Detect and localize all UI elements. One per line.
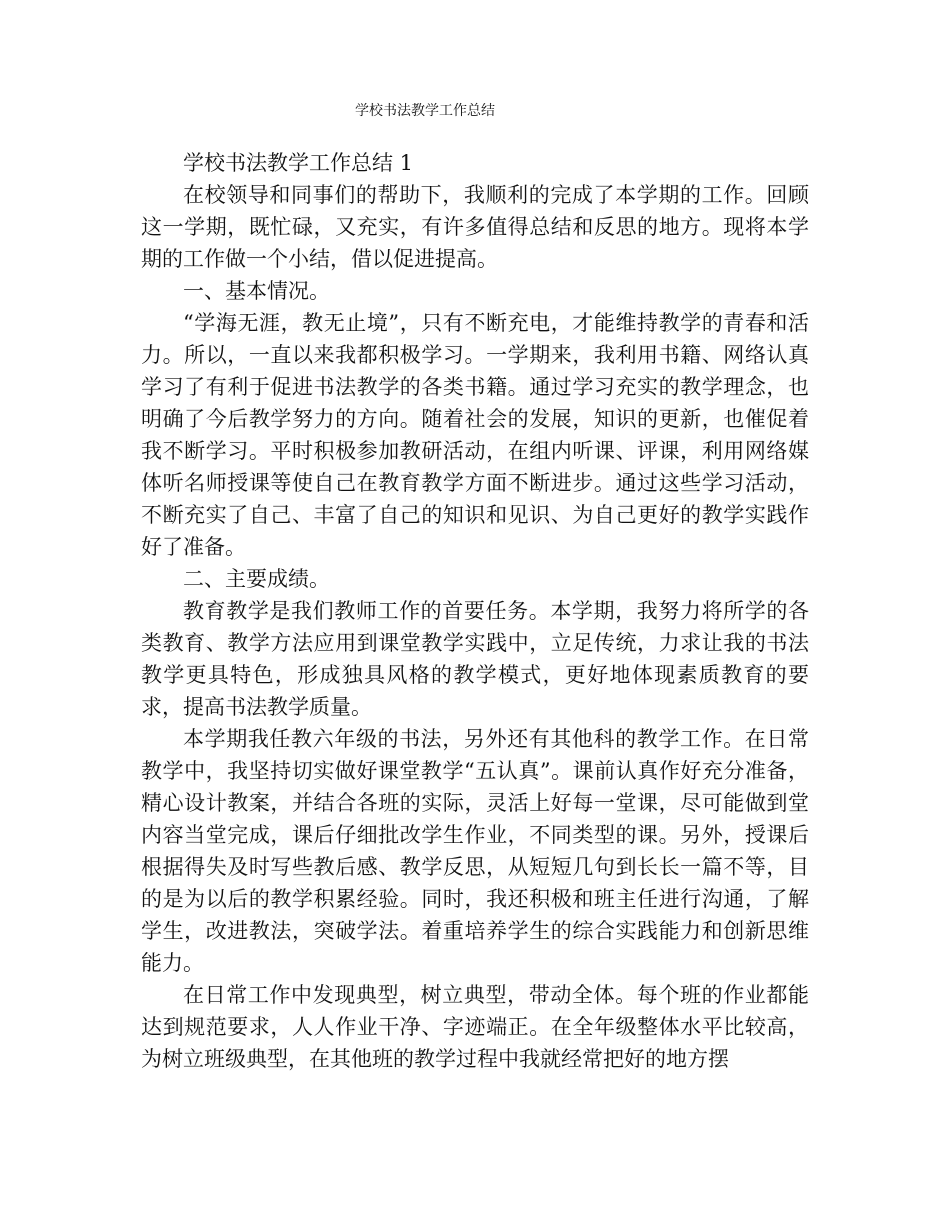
paragraph-daily-teaching: 本学期我任教六年级的书法，另外还有其他科的教学工作。在日常教学中，我坚持切实做好课堂教学“五认真”。课前认真作好充分准备，精心设计教案，并结合各班的实际，灵活上好每一堂课，尽可能做到堂内容当堂完成，课后仔细批改学生作业，不同类型的课。另外，授课后根据得失及时写些教后感、教学反思，从短短几句到长长一篇不等，目的是为以后的教学积累经验。同时，我还积极和班主任进行沟通，了解学生，改进教法，突破学法。着重培养学生的综合实践能力和创新思维能力。 xyxy=(141,727,809,975)
heading-basic-situation: 一、基本情况。 xyxy=(183,279,330,303)
paragraph-learning: “学海无涯，教无止境”，只有不断充电，才能维持教学的青春和活力。所以，一直以来我都积极学习。一学期来，我利用书籍、网络认真学习了有利于促进书法教学的各类书籍。通过学习充实的教学理念，也明确了今后教学努力的方向。随着社会的发展，知识的更新，也催促着我不断学习。平时积极参加教研活动，在组内听课、评课，利用网络媒体听名师授课等使自己在教育教学方面不断进步。通过这些学习活动，不断充实了自己、丰富了自己的知识和见识、为自己更好的教学实践作好了准备。 xyxy=(141,311,809,559)
document-body xyxy=(141,147,809,1075)
heading-main-achievements: 二、主要成绩。 xyxy=(183,567,330,591)
paragraph-typical-examples: 在日常工作中发现典型，树立典型，带动全体。每个班的作业都能达到规范要求，人人作业干净、字迹端正。在全年级整体水平比较高，为树立班级典型，在其他班的教学过程中我就经常把好的地方摆 xyxy=(141,983,809,1071)
section-title: 学校书法教学工作总结 1 xyxy=(183,151,414,175)
paragraph-teaching-task: 教育教学是我们教师工作的首要任务。本学期，我努力将所学的各类教育、教学方法应用到课堂教学实践中，立足传统，力求让我的书法教学更具特色，形成独具风格的教学模式，更好地体现素质教育的要求，提高书法教学质量。 xyxy=(141,599,809,719)
intro-paragraph: 在校领导和同事们的帮助下，我顺利的完成了本学期的工作。回顾这一学期，既忙碌，又充实，有许多值得总结和反思的地方。现将本学期的工作做一个小结，借以促进提高。 xyxy=(141,183,809,271)
page-header: 学校书法教学工作总结 xyxy=(355,103,495,119)
